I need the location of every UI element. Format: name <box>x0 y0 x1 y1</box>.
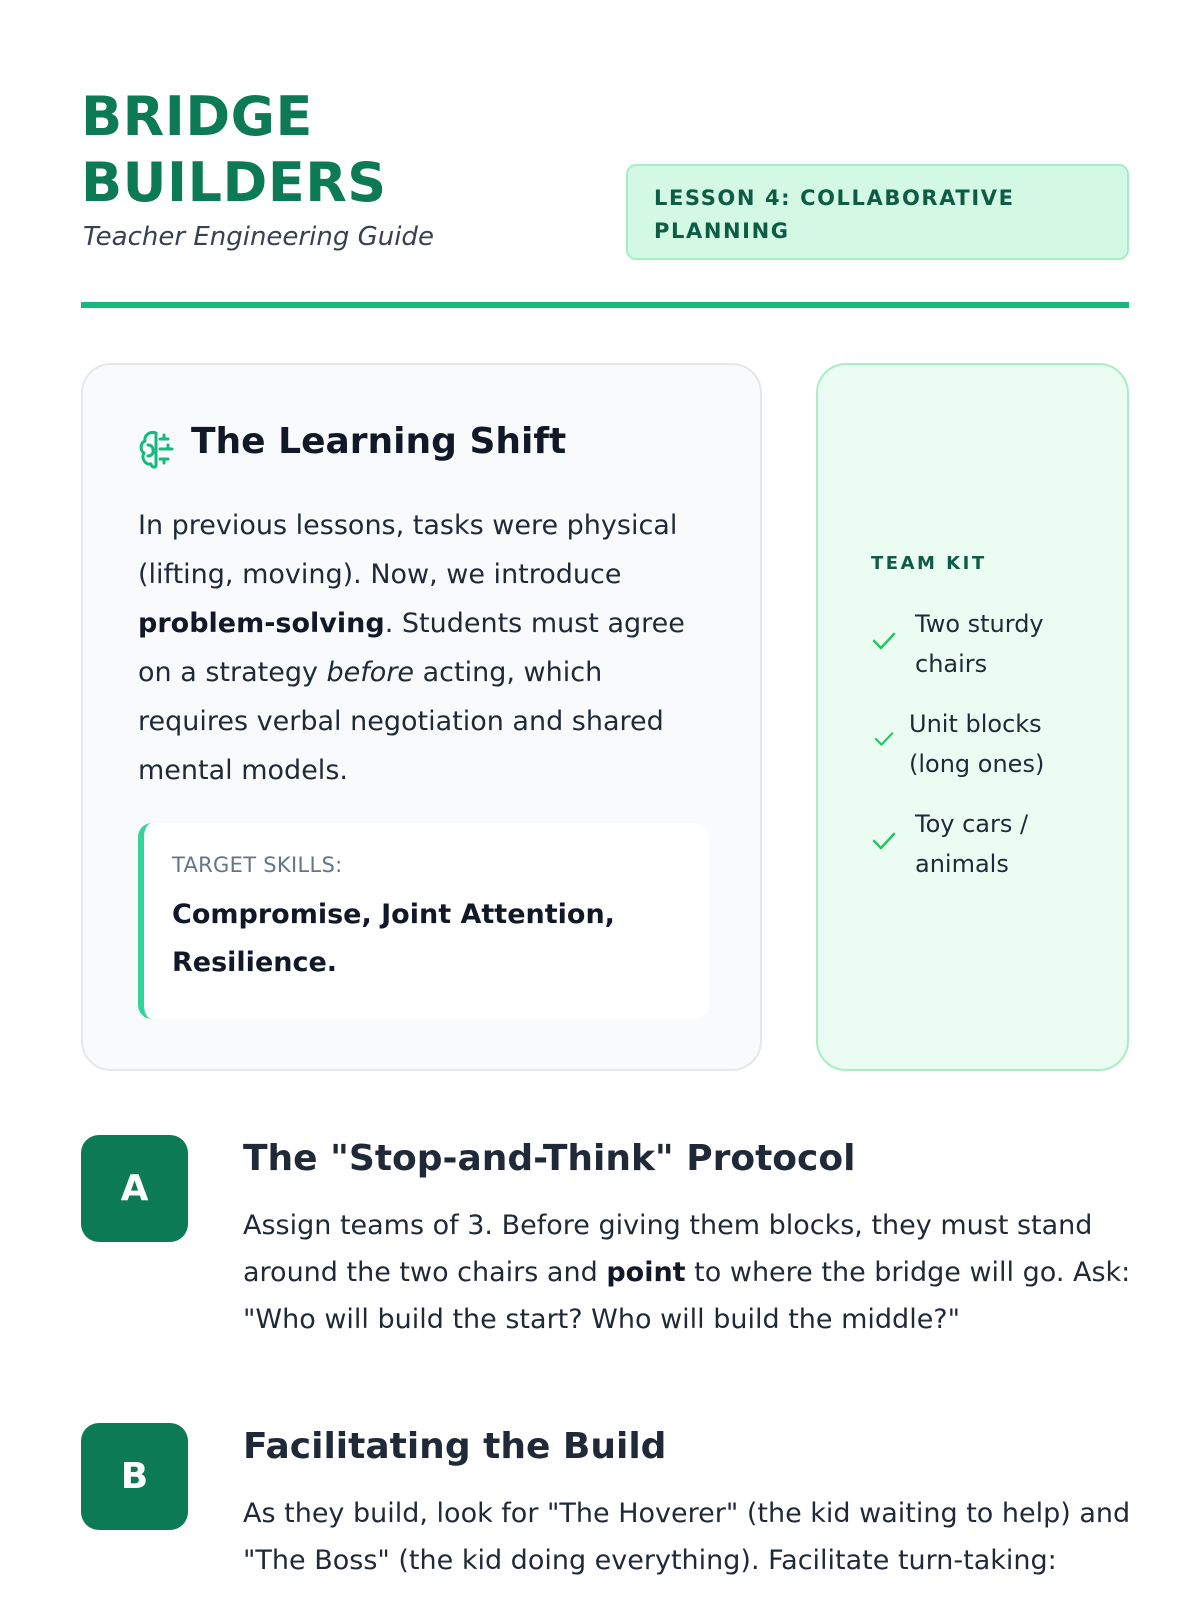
page-header <box>81 84 1129 310</box>
body-bold-text: problem-solving <box>138 608 385 639</box>
kit-item-line: Two sturdy <box>915 610 1044 638</box>
body-text: acting, which requires verbal negotiation and shared mental models. <box>138 657 664 786</box>
step-badge-a: A <box>81 1135 188 1242</box>
kit-item-label <box>915 804 1105 884</box>
step-title-a: The "Stop-and-Think" Protocol <box>243 1138 856 1179</box>
brand-title <box>81 84 387 216</box>
brand-subtitle: Teacher Engineering Guide <box>83 222 434 252</box>
target-skills-callout <box>138 823 709 1019</box>
learning-shift-card <box>81 363 762 1071</box>
header-divider <box>81 302 1129 308</box>
kit-item-line: animals <box>915 850 1009 878</box>
kit-item-line: (long ones) <box>909 750 1045 778</box>
check-icon <box>871 830 897 852</box>
learning-shift-title: The Learning Shift <box>191 421 567 462</box>
step-badge-b: B <box>81 1423 188 1530</box>
list-item <box>871 604 1111 684</box>
kit-item-label <box>909 704 1099 784</box>
team-kit-card <box>816 363 1129 1071</box>
brand-title-line1: BRIDGE <box>81 85 313 148</box>
lesson-badge-line2: PLANNING <box>654 219 790 243</box>
body-text: . Students must agree on a strategy <box>138 608 685 688</box>
body-text: to where the bridge will go. Ask: "Who will build the start? Who will build the middle?" <box>243 1257 1131 1335</box>
step-title-b: Facilitating the Build <box>243 1426 667 1467</box>
learning-shift-body <box>138 501 698 795</box>
kit-item-line: Unit blocks <box>909 710 1042 738</box>
list-item <box>871 804 1111 884</box>
kit-item-label <box>915 604 1105 684</box>
list-item <box>871 704 1111 784</box>
body-italic-text: before <box>326 657 415 688</box>
check-icon <box>871 630 897 652</box>
check-icon <box>873 730 895 748</box>
target-skills-value: Compromise, Joint Attention, Resilience. <box>172 899 615 978</box>
body-text: As they build, look for "The Hoverer" (the kid waiting to help) and "The Boss" (the kid doing everything). Facilitate turn-taking: <box>243 1498 1131 1576</box>
target-skills-label: TARGET SKILLS: <box>172 853 343 877</box>
body-text: Assign teams of 3. Before giving them blocks, they must stand around the two chairs and <box>243 1210 1093 1288</box>
brain-icon <box>138 427 178 471</box>
step-body-b <box>243 1490 1143 1584</box>
team-kit-title: TEAM KIT <box>871 553 987 574</box>
body-text: In previous lessons, tasks were physical (lifting, moving). Now, we introduce <box>138 510 678 590</box>
kit-item-line: chairs <box>915 650 988 678</box>
lesson-badge-line1: LESSON 4: COLLABORATIVE <box>654 186 1015 210</box>
kit-item-line: Toy cars / <box>915 810 1029 838</box>
step-body-a <box>243 1202 1143 1343</box>
brand-title-line2: BUILDERS <box>81 151 387 214</box>
body-bold-text: point <box>606 1257 686 1288</box>
lesson-badge <box>626 164 1129 260</box>
